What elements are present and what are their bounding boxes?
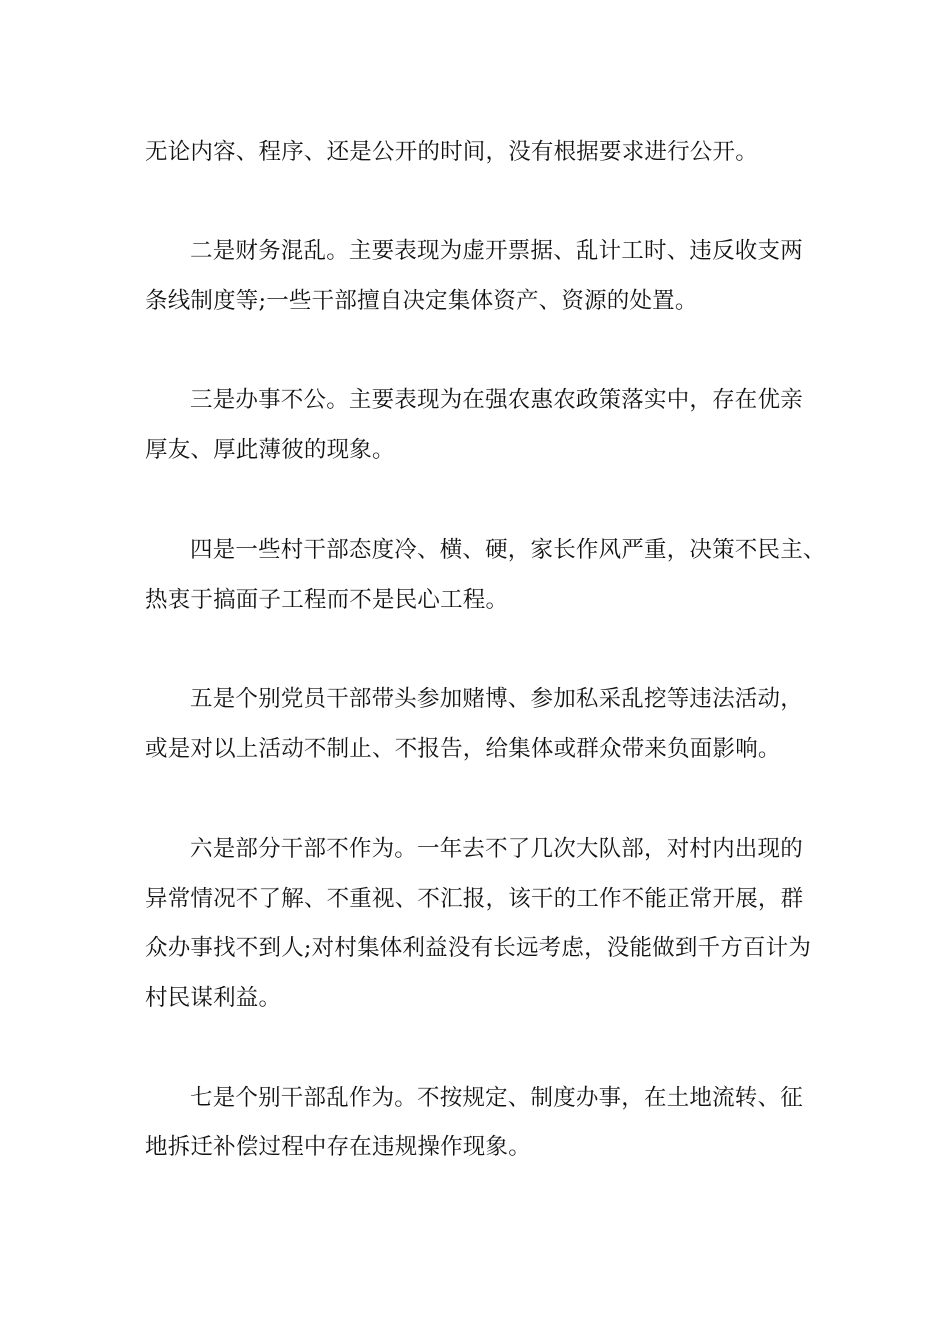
text-line: 村民谋利益。 — [145, 985, 282, 1011]
text-line: 二是财务混乱。主要表现为虚开票据、乱计工时、违反收支两 — [190, 238, 803, 264]
text-line: 七是个别干部乱作为。不按规定、制度办事，在土地流转、征 — [190, 1085, 803, 1111]
text-line: 地拆迁补偿过程中存在违规操作现象。 — [145, 1134, 531, 1160]
text-line: 热衷于搞面子工程而不是民心工程。 — [145, 587, 509, 613]
text-line: 众办事找不到人;对村集体利益没有长远考虑，没能做到千方百计为 — [145, 935, 812, 961]
text-line: 异常情况不了解、不重视、不汇报，该干的工作不能正常开展，群 — [145, 886, 804, 912]
text-line: 厚友、厚此薄彼的现象。 — [145, 437, 395, 463]
text-line: 条线制度等;一些干部擅自决定集体资产、资源的处置。 — [145, 288, 698, 314]
text-line: 四是一些村干部态度冷、横、硬，家长作风严重，决策不民主、 — [190, 537, 826, 563]
text-line: 六是部分干部不作为。一年去不了几次大队部，对村内出现的 — [190, 836, 803, 862]
text-line: 无论内容、程序、还是公开的时间，没有根据要求进行公开。 — [145, 139, 758, 165]
text-line: 五是个别党员干部带头参加赌博、参加私采乱挖等违法活动， — [190, 686, 803, 712]
text-line: 或是对以上活动不制止、不报告，给集体或群众带来负面影响。 — [145, 736, 781, 762]
text-line: 三是办事不公。主要表现为在强农惠农政策落实中，存在优亲 — [190, 387, 803, 413]
